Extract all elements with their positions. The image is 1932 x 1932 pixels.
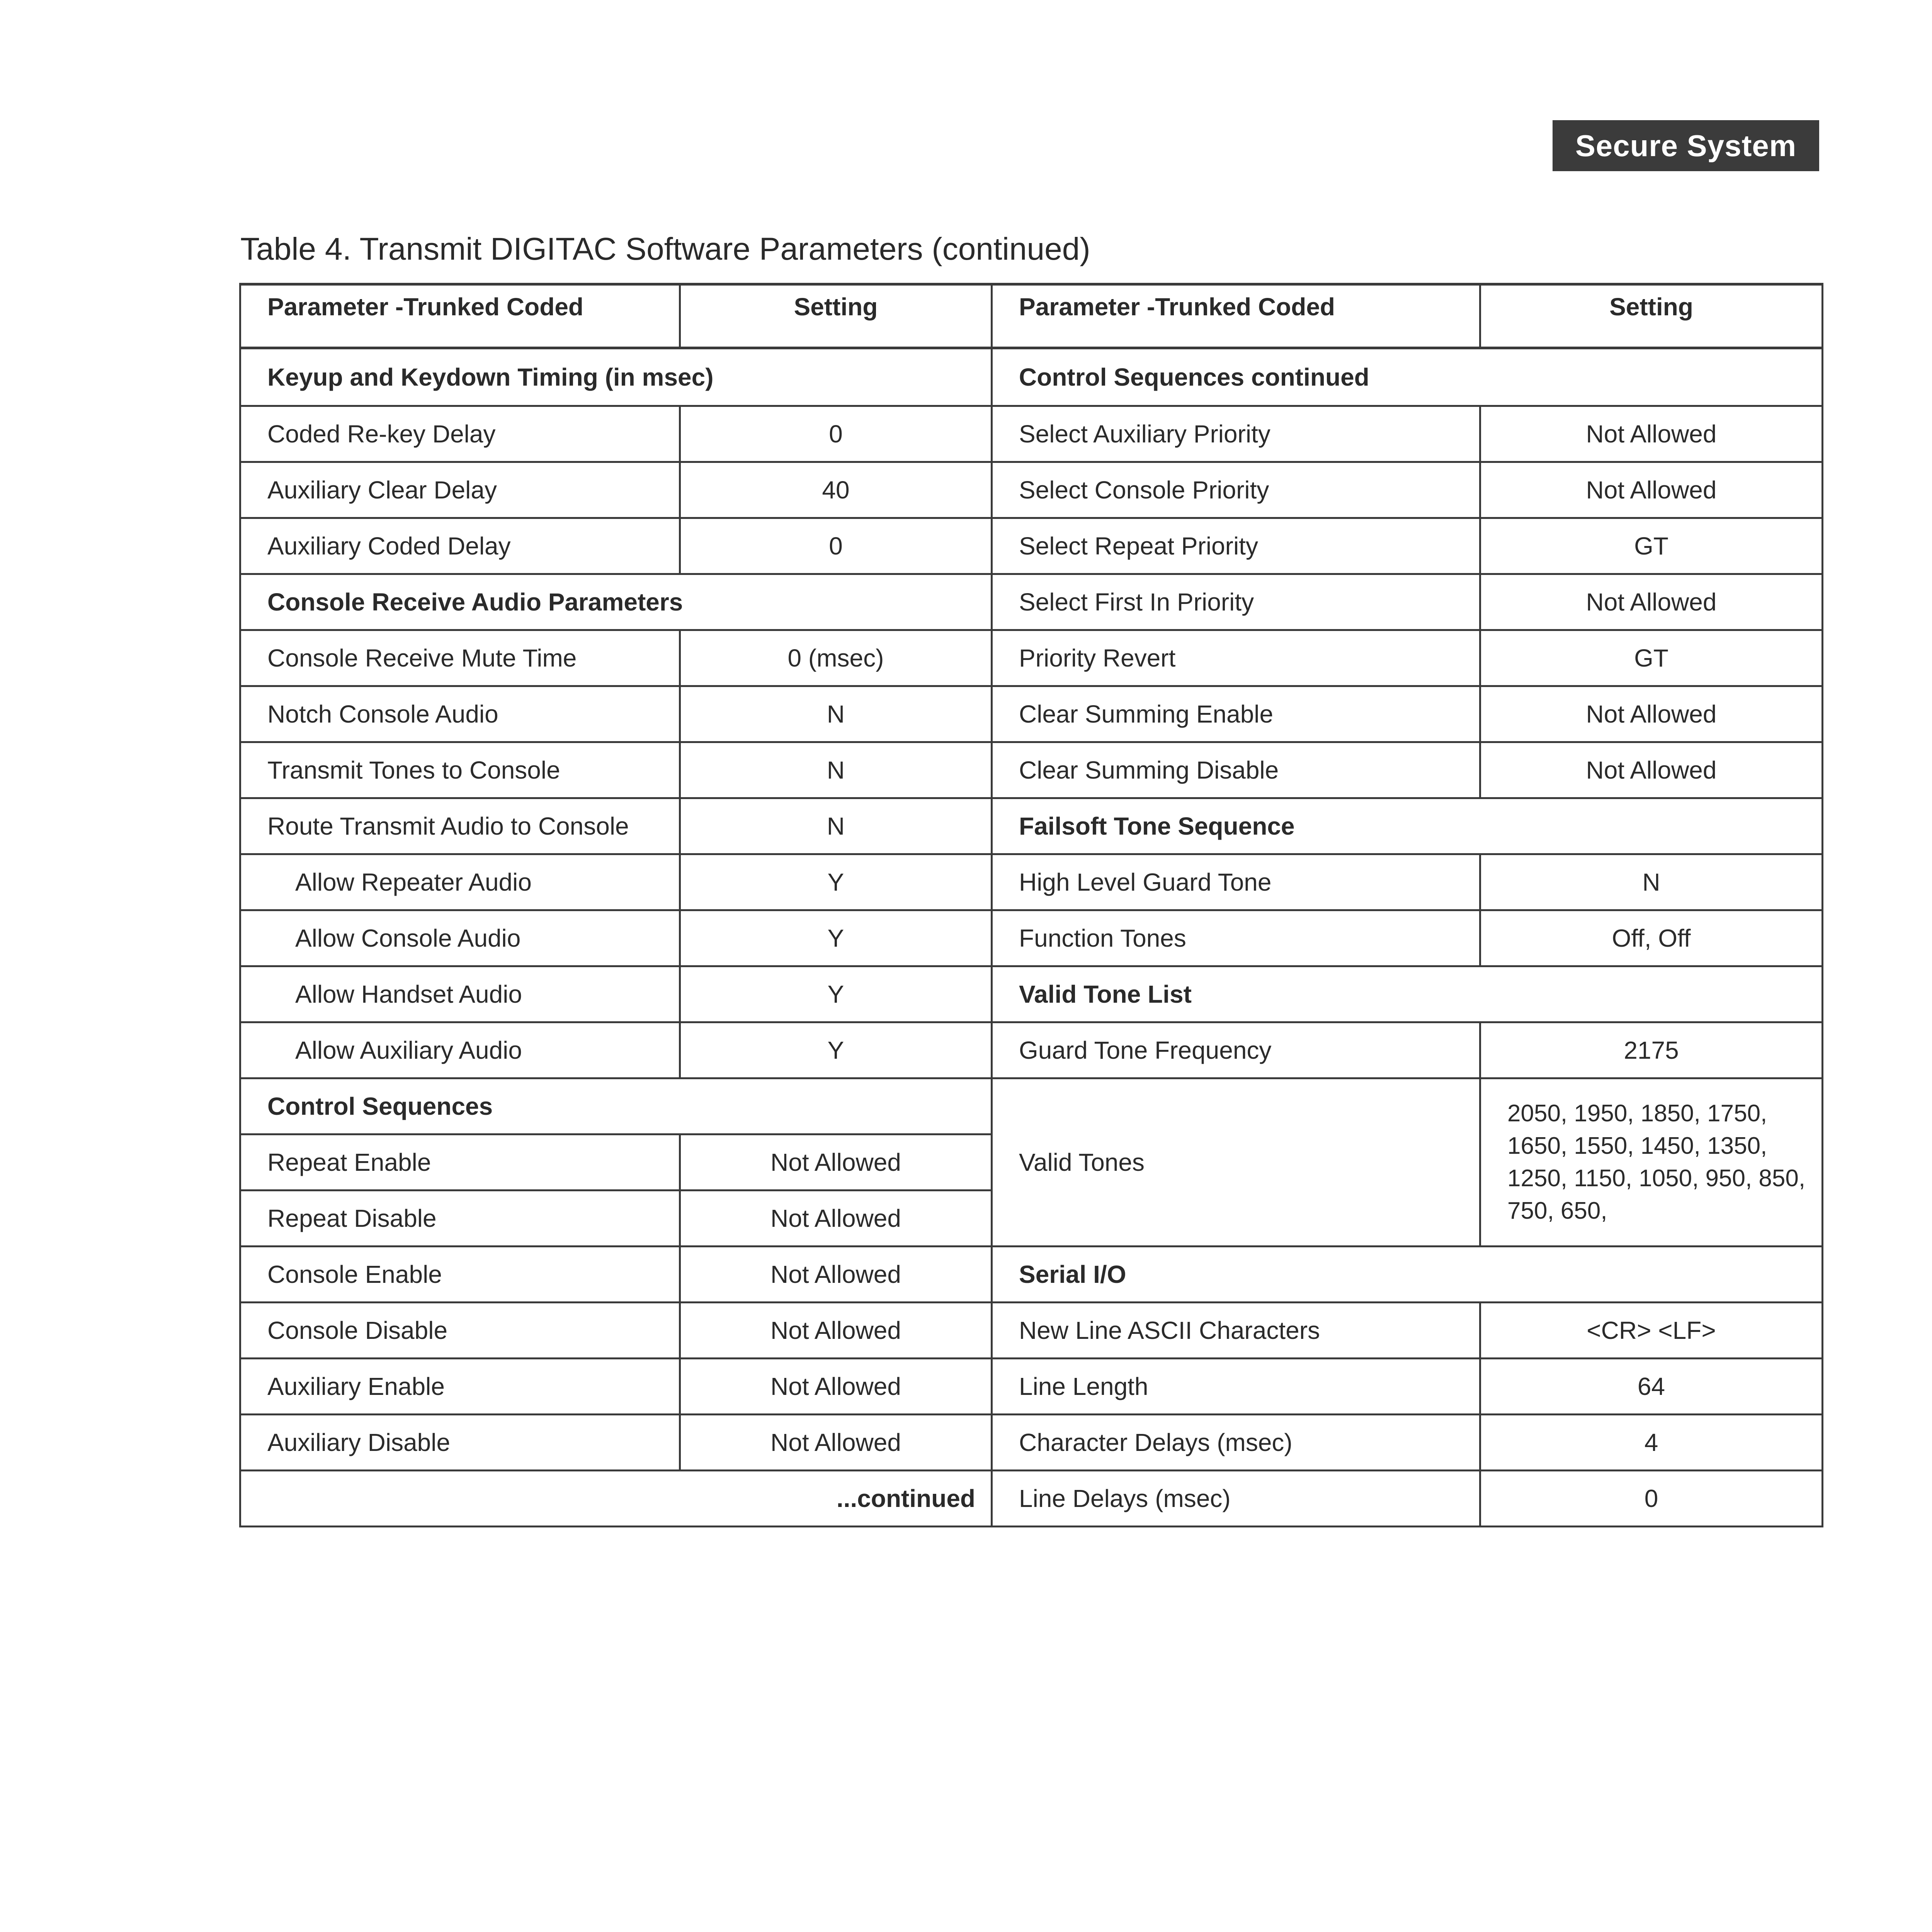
continued-note: ...continued <box>240 1471 992 1527</box>
param-setting: Not Allowed <box>1480 462 1823 518</box>
param-setting: 4 <box>1480 1415 1823 1471</box>
param-setting: N <box>680 686 992 742</box>
column-header-setting-right: Setting <box>1480 284 1823 348</box>
parameters-table <box>239 283 1823 1527</box>
param-name: Route Transmit Audio to Console <box>240 798 680 854</box>
param-name: Notch Console Audio <box>240 686 680 742</box>
param-setting: 0 (msec) <box>680 630 992 686</box>
param-name: Select First In Priority <box>992 574 1480 630</box>
table-row <box>240 574 1823 630</box>
param-setting: 0 <box>680 518 992 574</box>
param-name: Allow Repeater Audio <box>240 854 680 910</box>
param-name: Valid Tones <box>992 1078 1480 1247</box>
column-header-setting-left: Setting <box>680 284 992 348</box>
param-setting: GT <box>1480 630 1823 686</box>
table-header-row <box>240 284 1823 348</box>
param-setting: GT <box>1480 518 1823 574</box>
param-name: Repeat Disable <box>240 1190 680 1247</box>
param-name: Transmit Tones to Console <box>240 742 680 798</box>
table-row <box>240 1247 1823 1303</box>
param-name: Console Enable <box>240 1247 680 1303</box>
param-name: Repeat Enable <box>240 1134 680 1190</box>
table-row <box>240 966 1823 1022</box>
table-row <box>240 518 1823 574</box>
table-row <box>240 462 1823 518</box>
table-row <box>240 630 1823 686</box>
param-name: Select Repeat Priority <box>992 518 1480 574</box>
param-name: Line Delays (msec) <box>992 1471 1480 1527</box>
param-setting: N <box>680 742 992 798</box>
table-row <box>240 1022 1823 1078</box>
param-name: Select Console Priority <box>992 462 1480 518</box>
table-row <box>240 1303 1823 1359</box>
param-setting: Y <box>680 910 992 966</box>
param-setting: Not Allowed <box>680 1134 992 1190</box>
section-title: Failsoft Tone Sequence <box>992 798 1823 854</box>
param-setting: Not Allowed <box>1480 742 1823 798</box>
param-name: Auxiliary Enable <box>240 1359 680 1415</box>
param-setting: Not Allowed <box>680 1247 992 1303</box>
param-name: Guard Tone Frequency <box>992 1022 1480 1078</box>
section-title: Keyup and Keydown Timing (in msec) <box>240 348 992 406</box>
table-row <box>240 348 1823 406</box>
param-setting: Not Allowed <box>680 1415 992 1471</box>
section-title: Serial I/O <box>992 1247 1823 1303</box>
param-name: Console Disable <box>240 1303 680 1359</box>
param-name: Priority Revert <box>992 630 1480 686</box>
param-setting: Not Allowed <box>1480 406 1823 462</box>
param-setting: 0 <box>1480 1471 1823 1527</box>
table-row <box>240 1415 1823 1471</box>
param-setting: Y <box>680 1022 992 1078</box>
param-setting: 0 <box>680 406 992 462</box>
table-row <box>240 686 1823 742</box>
table-row <box>240 854 1823 910</box>
param-setting: 40 <box>680 462 992 518</box>
column-header-parameter-left: Parameter -Trunked Coded <box>240 284 680 348</box>
param-setting: N <box>680 798 992 854</box>
param-name: Coded Re-key Delay <box>240 406 680 462</box>
param-name: Auxiliary Coded Delay <box>240 518 680 574</box>
param-name: Clear Summing Disable <box>992 742 1480 798</box>
param-setting: Not Allowed <box>1480 574 1823 630</box>
param-setting: Not Allowed <box>680 1359 992 1415</box>
param-name: New Line ASCII Characters <box>992 1303 1480 1359</box>
param-setting: Y <box>680 854 992 910</box>
table-row <box>240 742 1823 798</box>
table-row <box>240 1078 1823 1134</box>
section-title: Console Receive Audio Parameters <box>240 574 992 630</box>
secure-system-badge: Secure System <box>1553 120 1819 171</box>
param-setting: 2175 <box>1480 1022 1823 1078</box>
param-name: Allow Handset Audio <box>240 966 680 1022</box>
param-name: Function Tones <box>992 910 1480 966</box>
table-row <box>240 1471 1823 1527</box>
param-name: Line Length <box>992 1359 1480 1415</box>
param-setting: 64 <box>1480 1359 1823 1415</box>
param-name: Character Delays (msec) <box>992 1415 1480 1471</box>
table-row <box>240 406 1823 462</box>
param-setting: Not Allowed <box>1480 686 1823 742</box>
param-name: Allow Console Audio <box>240 910 680 966</box>
param-setting: Not Allowed <box>680 1190 992 1247</box>
param-name: Allow Auxiliary Audio <box>240 1022 680 1078</box>
section-title: Control Sequences continued <box>992 348 1823 406</box>
section-title: Valid Tone List <box>992 966 1823 1022</box>
param-setting: Y <box>680 966 992 1022</box>
param-name: Clear Summing Enable <box>992 686 1480 742</box>
param-name: Auxiliary Clear Delay <box>240 462 680 518</box>
table-row <box>240 910 1823 966</box>
param-setting: Off, Off <box>1480 910 1823 966</box>
table-row <box>240 1359 1823 1415</box>
param-name: High Level Guard Tone <box>992 854 1480 910</box>
param-setting: Not Allowed <box>680 1303 992 1359</box>
param-name: Console Receive Mute Time <box>240 630 680 686</box>
param-setting: <CR> <LF> <box>1480 1303 1823 1359</box>
table-caption: Table 4. Transmit DIGITAC Software Parameters (continued) <box>240 231 1090 267</box>
param-setting: N <box>1480 854 1823 910</box>
param-name: Select Auxiliary Priority <box>992 406 1480 462</box>
section-title: Control Sequences <box>240 1078 992 1134</box>
table-row <box>240 798 1823 854</box>
column-header-parameter-right: Parameter -Trunked Coded <box>992 284 1480 348</box>
valid-tones-list: 2050, 1950, 1850, 1750, 1650, 1550, 1450, 1350, 1250, 1150, 1050, 950, 850, 750, 650, <box>1480 1078 1823 1247</box>
param-name: Auxiliary Disable <box>240 1415 680 1471</box>
